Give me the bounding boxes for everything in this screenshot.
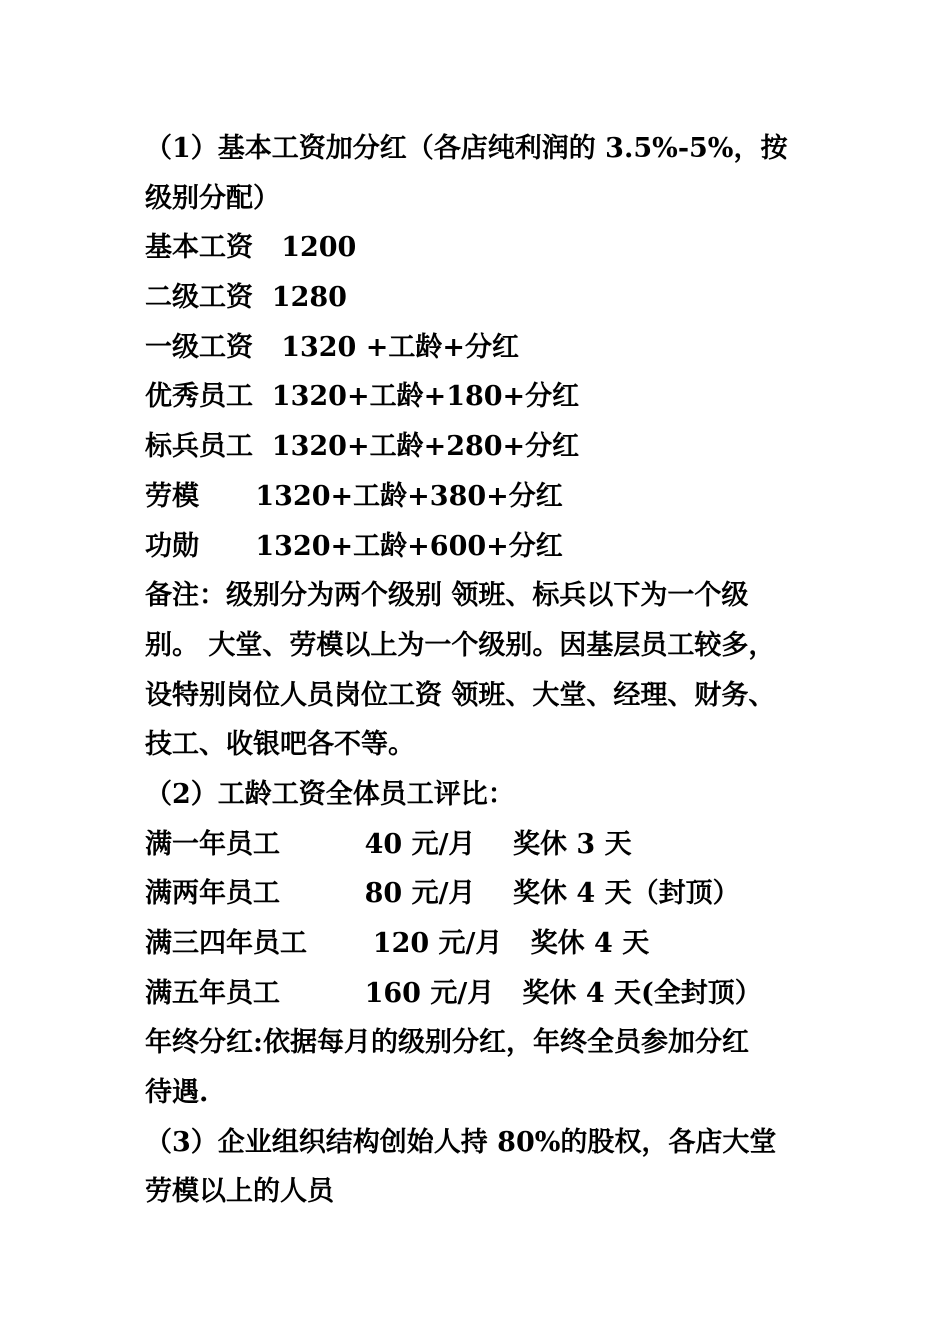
text-line: 满两年员工 80 元/月 奖休 4 天（封顶）: [145, 878, 740, 910]
text-line: 劳模以上的人员: [145, 1176, 334, 1208]
text-line: 满一年员工 40 元/月 奖休 3 天: [145, 828, 632, 860]
document-body: [145, 124, 835, 1217]
text-line: 别。 大堂、劳模以上为一个级别。因基层员工较多，: [145, 629, 776, 661]
text-line: 级别分配）: [145, 182, 280, 214]
text-line: 备注：级别分为两个级别 领班、标兵以下为一个级: [145, 580, 749, 612]
text-line: （3）企业组织结构创始人持 80%的股权，各店大堂: [145, 1126, 777, 1158]
text-line: 基本工资 1200: [145, 232, 357, 264]
text-line: 劳模 1320+工龄+380+分红: [145, 480, 563, 512]
text-line: 满三四年员工 120 元/月 奖休 4 天: [145, 928, 650, 959]
text-line: 设特别岗位人员岗位工资 领班、大堂、经理、财务、: [145, 679, 776, 711]
text-line: 一级工资 1320 +工龄+分红: [145, 331, 519, 363]
text-line: （1）基本工资加分红（各店纯利润的 3.5%-5%，按: [145, 133, 788, 164]
text-line: 技工、收银吧各不等。: [145, 729, 415, 761]
text-line: 待遇.: [145, 1077, 209, 1109]
text-line: 二级工资 1280: [145, 282, 347, 314]
text-line: 标兵员工 1320+工龄+280+分红: [145, 431, 580, 463]
text-line: 功勋 1320+工龄+600+分红: [145, 530, 563, 562]
text-line: （2）工龄工资全体员工评比：: [145, 778, 515, 810]
text-line: 年终分红:依据每月的级别分红，年终全员参加分红: [145, 1027, 749, 1059]
text-line: 优秀员工 1320+工龄+180+分红: [145, 381, 580, 413]
text-line: 满五年员工 160 元/月 奖休 4 天(全封顶）: [145, 977, 762, 1009]
